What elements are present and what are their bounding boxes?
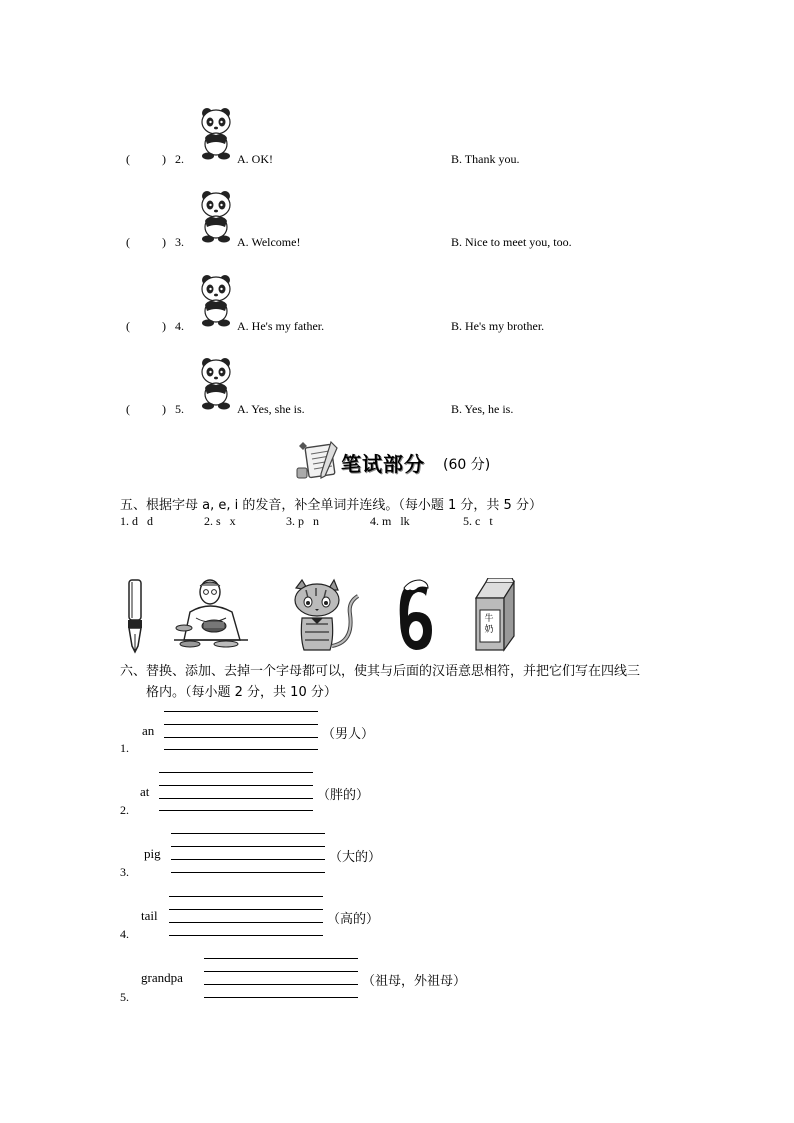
written-section-title: 笔试部分 [341, 452, 425, 476]
four-line-grid-line [204, 958, 358, 959]
given-word: tail [141, 908, 158, 923]
answer-paren-open: ( [126, 235, 130, 249]
number-six-icon [396, 578, 436, 654]
given-word: at [140, 784, 150, 799]
section-5-item-5: 5. c t [463, 514, 493, 528]
chinese-meaning: （男人） [322, 727, 375, 742]
four-line-grid-line [204, 971, 358, 972]
written-section-heading [295, 438, 491, 482]
notebook-pencil-icon [295, 438, 341, 482]
item-number: 5. [175, 402, 184, 416]
answer-paren-open: ( [126, 319, 130, 333]
section-5-item-4: 4. m lk [370, 514, 410, 528]
four-line-grid-line [164, 749, 318, 750]
four-line-grid-line [169, 922, 323, 923]
cat-icon [288, 578, 362, 654]
chinese-meaning: （大的） [329, 850, 382, 865]
option-a: A. OK! [237, 152, 273, 166]
milk-carton-icon [470, 578, 520, 654]
item-number: 4. [120, 927, 129, 941]
chinese-meaning: （高的） [327, 912, 380, 927]
item-number: 3. [120, 865, 129, 879]
option-a: A. He's my father. [237, 319, 325, 333]
chinese-meaning: （祖母，外祖母） [362, 974, 467, 989]
four-line-grid-line [204, 984, 358, 985]
option-b: B. He's my brother. [451, 319, 545, 333]
section-5-item-3: 3. p n [286, 514, 319, 528]
option-a: A. Yes, she is. [237, 402, 305, 416]
four-line-grid-line [159, 810, 313, 811]
four-line-grid-line [159, 785, 313, 786]
milk-carton-label: 牛奶 [484, 614, 494, 635]
four-line-grid-line [204, 997, 358, 998]
written-section-score: (60 分) [443, 457, 491, 473]
option-b: B. Thank you. [451, 152, 520, 166]
section-6-title-line-1: 六、替换、添加、去掉一个字母都可以，使其与后面的汉语意思相符，并把它们写在四线三 [120, 664, 641, 679]
option-b: B. Yes, he is. [451, 402, 514, 416]
panda-icon [198, 189, 234, 243]
four-line-grid-line [164, 711, 318, 712]
panda-icon [198, 356, 234, 410]
four-line-grid-line [171, 859, 325, 860]
man-eating-icon [170, 578, 252, 654]
four-line-grid-line [159, 772, 313, 773]
given-word: grandpa [141, 970, 183, 985]
option-a: A. Welcome! [237, 235, 301, 249]
four-line-grid-line [171, 846, 325, 847]
four-line-grid-line [171, 872, 325, 873]
four-line-grid-line [164, 724, 318, 725]
four-line-grid-line [164, 737, 318, 738]
answer-paren-close: ) [162, 319, 166, 333]
section-5-item-1: 1. d d [120, 514, 153, 528]
panda-icon [198, 273, 234, 327]
answer-paren-close: ) [162, 152, 166, 166]
panda-icon [198, 106, 234, 160]
section-6-title-line-2: 格内。（每小题 2 分，共 10 分） [146, 685, 337, 700]
four-line-grid-line [169, 909, 323, 910]
option-b: B. Nice to meet you, too. [451, 235, 572, 249]
section-5-title: 五、根据字母 a, e, i 的发音，补全单词并连线。（每小题 1 分，共 5 分） [120, 498, 542, 513]
chinese-meaning: （胖的） [317, 788, 370, 803]
four-line-grid-line [169, 896, 323, 897]
item-number: 5. [120, 990, 129, 1004]
given-word: an [142, 723, 155, 738]
pen-icon [124, 578, 146, 654]
answer-paren-open: ( [126, 152, 130, 166]
answer-paren-close: ) [162, 402, 166, 416]
four-line-grid-line [169, 935, 323, 936]
item-number: 4. [175, 319, 184, 333]
item-number: 1. [120, 741, 129, 755]
four-line-grid-line [171, 833, 325, 834]
section-5-item-2: 2. s x [204, 514, 236, 528]
item-number: 2. [120, 803, 129, 817]
answer-paren-open: ( [126, 402, 130, 416]
item-number: 2. [175, 152, 184, 166]
four-line-grid-line [159, 798, 313, 799]
given-word: pig [144, 846, 161, 861]
answer-paren-close: ) [162, 235, 166, 249]
item-number: 3. [175, 235, 184, 249]
